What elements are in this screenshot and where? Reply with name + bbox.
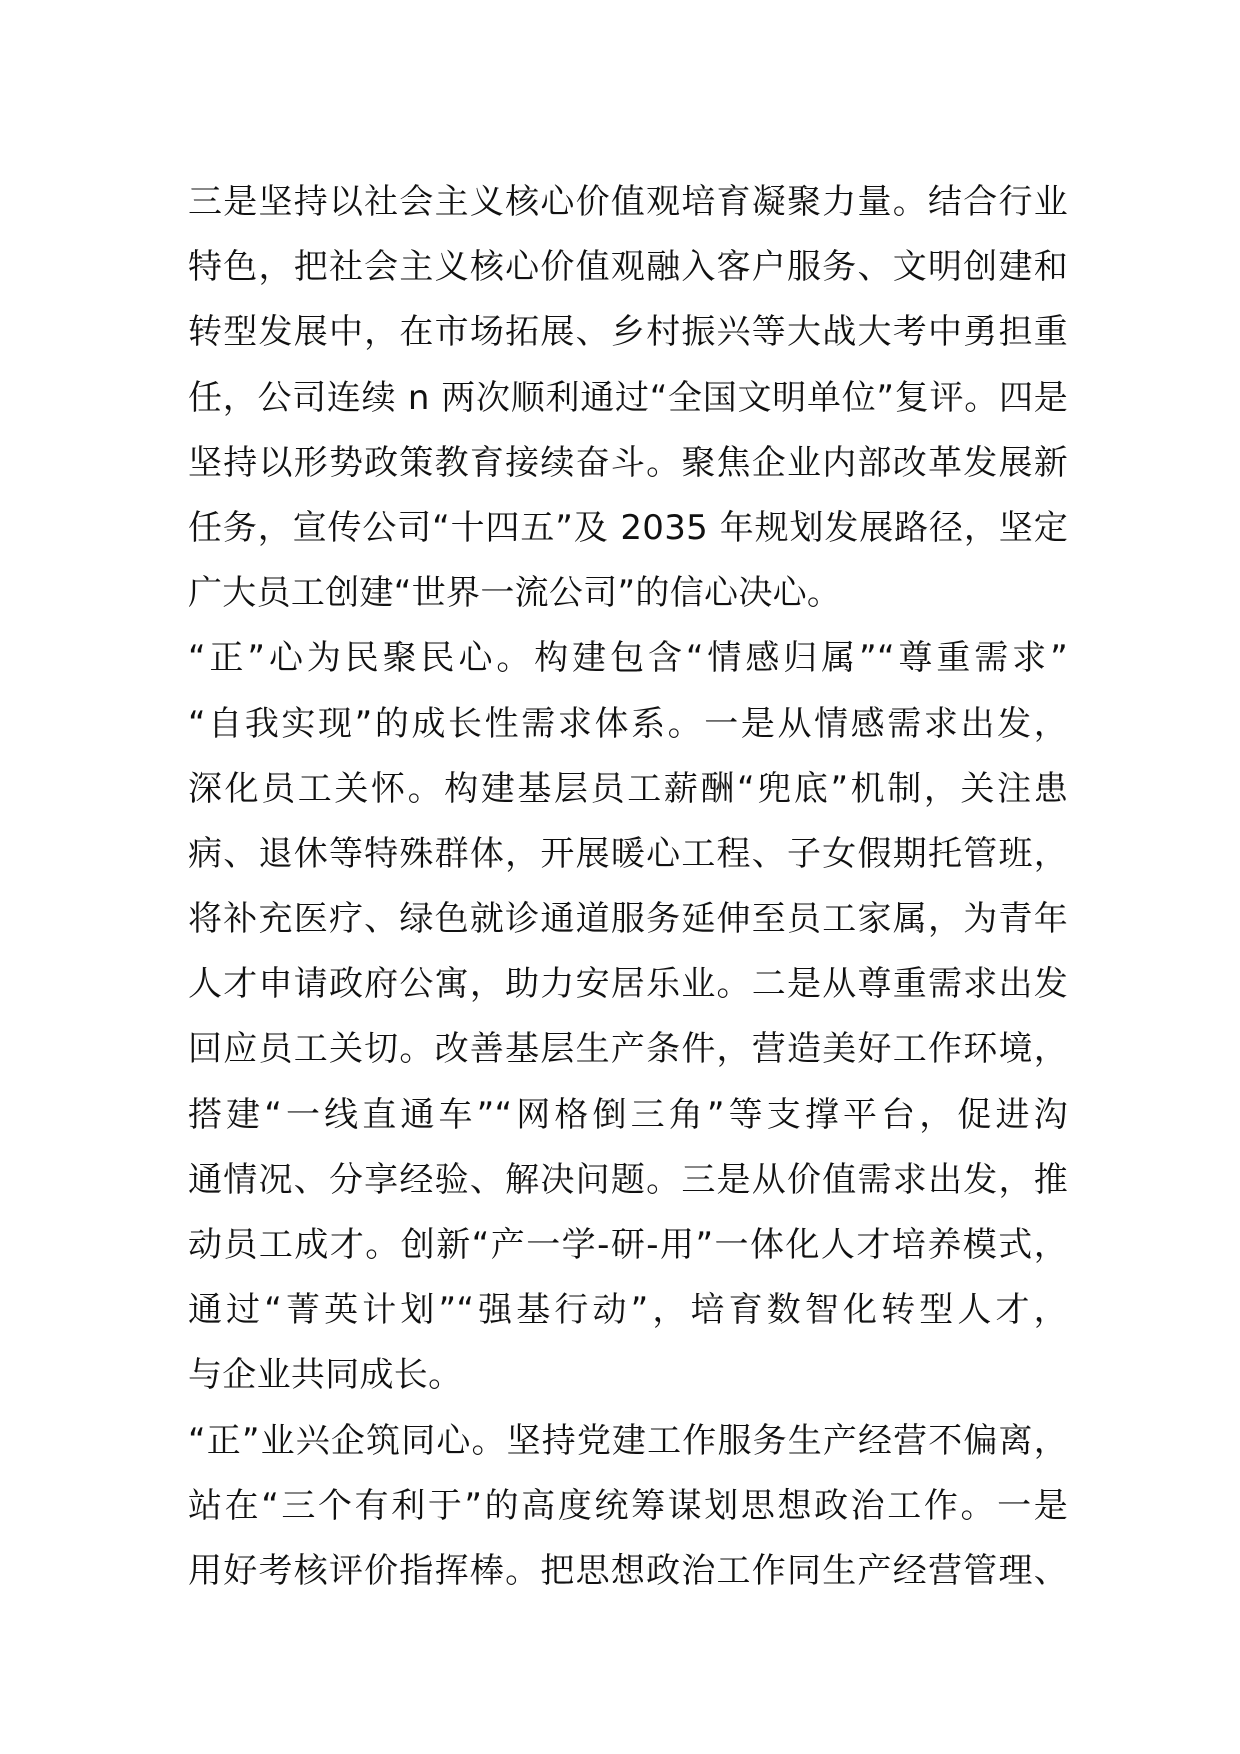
text-line: 坚持以形势政策教育接续奋斗。聚焦企业内部改革发展新 bbox=[188, 442, 1068, 483]
text-line: 搭建“一线直通车”“网格倒三角”等支撑平台，促进沟 bbox=[188, 1094, 1068, 1135]
text-line: 动员工成才。创新“产一学-研-用”一体化人才培养模式， bbox=[188, 1225, 1068, 1265]
text-line: 三是坚持以社会主义核心价值观培育凝聚力量。结合行业 bbox=[188, 182, 1068, 222]
text-line: 广大员工创建“世界一流公司”的信心决心。 bbox=[188, 573, 842, 614]
text-line: “正”心为民聚民心。构建包含“情感归属”“尊重需求” bbox=[188, 638, 1068, 679]
text-line: “自我实现”的成长性需求体系。一是从情感需求出发， bbox=[188, 703, 1068, 744]
text-line: 与企业共同成长。 bbox=[188, 1355, 463, 1396]
text-line: 通情况、分享经验、解决问题。三是从价值需求出发，推 bbox=[188, 1159, 1068, 1200]
text-line: 通过“菁英计划”“强基行动”，培育数智化转型人才， bbox=[188, 1290, 1068, 1331]
text-line: 用好考核评价指挥棒。把思想政治工作同生产经营管理、 bbox=[188, 1550, 1068, 1591]
text-line: 转型发展中，在市场拓展、乡村振兴等大战大考中勇担重 bbox=[188, 312, 1068, 353]
text-line: 特色，把社会主义核心价值观融入客户服务、文明创建和 bbox=[188, 247, 1068, 288]
text-line: 任，公司连续 n 两次顺利通过“全国文明单位”复评。四是 bbox=[188, 377, 1068, 418]
text-line: 人才申请政府公寓，助力安居乐业。二是从尊重需求出发 bbox=[188, 964, 1068, 1005]
text-line: 回应员工关切。改善基层生产条件，营造美好工作环境， bbox=[188, 1029, 1068, 1070]
text-line: 病、退休等特殊群体，开展暖心工程、子女假期托管班， bbox=[188, 833, 1068, 874]
text-line: 站在“三个有利于”的高度统筹谋划思想政治工作。一是 bbox=[188, 1485, 1068, 1526]
text-line: “正”业兴企筑同心。坚持党建工作服务生产经营不偏离， bbox=[188, 1420, 1068, 1461]
body-text bbox=[188, 170, 1068, 1604]
text-line: 将补充医疗、绿色就诊通道服务延伸至员工家属，为青年 bbox=[188, 899, 1068, 940]
text-line: 深化员工关怀。构建基层员工薪酬“兜底”机制，关注患 bbox=[188, 768, 1068, 809]
text-line: 任务，宣传公司“十四五”及 2035 年规划发展路径，坚定 bbox=[188, 507, 1068, 548]
